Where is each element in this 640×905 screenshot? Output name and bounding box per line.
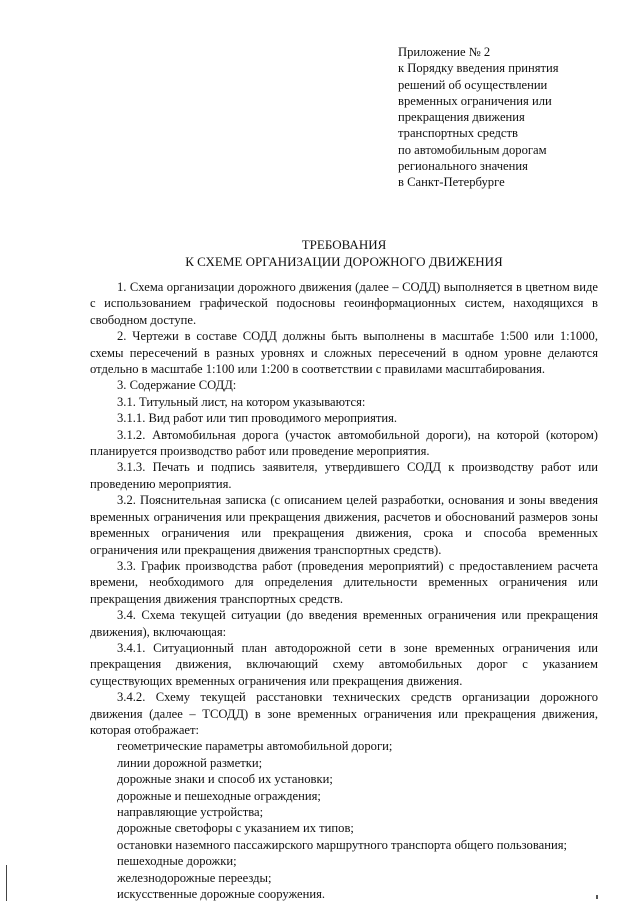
scan-dot xyxy=(596,895,598,899)
paragraph-2: 2. Чертежи в составе СОДД должны быть выполнены в масштабе 1:500 или 1:1000, схемы пересечений в разных уровнях и сложных пересечений в одном уровне делаются отдельно в масштабе 1:100 или 1:200 в соответствии с правилами масштабирования. xyxy=(90,329,598,377)
scan-edge-line xyxy=(6,865,7,901)
paragraph-3-1-1: 3.1.1. Вид работ или тип проводимого мероприятия. xyxy=(117,411,398,426)
list-item: дорожные знаки и способ их установки; xyxy=(117,772,333,787)
appendix-line: прекращения движения xyxy=(398,110,525,125)
paragraph-3-2: 3.2. Пояснительная записка (с описанием целей разработки, основания и зоны введения временных ограничения или прекращения движения, расчетов и обоснований размеров зоны временных ограничения или прекращения движения, срока и способа временных ограничения или прекращения движения транспортных средств). xyxy=(90,493,598,557)
paragraph-3-1-3: 3.1.3. Печать и подпись заявителя, утвердившего СОДД к производству работ или проведению мероприятия. xyxy=(90,460,598,491)
paragraph-3-4-1: 3.4.1. Ситуационный план автодорожной сети в зоне временных ограничения или прекращения движения, включающий схему автомобильных дорог с указанием существующих временных ограничения или прекращения движения. xyxy=(90,640,598,688)
paragraph-1: 1. Схема организации дорожного движения (далее – СОДД) выполняется в цветном виде с использованием графической подосновы геоинформационных систем, находящихся в свободном доступе. xyxy=(90,280,598,327)
list-item: пешеходные дорожки; xyxy=(117,854,237,869)
list-item: искусственные дорожные сооружения. xyxy=(117,887,326,902)
list-item: направляющие устройства; xyxy=(117,805,264,819)
list-item: геометрические параметры автомобильной дороги; xyxy=(117,739,393,754)
document-subtitle: К СХЕМЕ ОРГАНИЗАЦИИ ДОРОЖНОГО ДВИЖЕНИЯ xyxy=(185,254,503,269)
appendix-line: временных ограничения или xyxy=(398,93,552,108)
appendix-note xyxy=(398,44,618,191)
document-title: ТРЕБОВАНИЯ xyxy=(301,237,387,252)
list-item: железнодорожные переезды; xyxy=(117,870,272,885)
appendix-line: транспортных средств xyxy=(398,126,518,141)
appendix-line: по автомобильным дорогам xyxy=(398,142,547,157)
appendix-line: регионального значения xyxy=(398,159,528,174)
paragraph-3-1: 3.1. Титульный лист, на котором указываются: xyxy=(117,394,366,409)
list-item: остановки наземного пассажирского маршрутного транспорта общего пользования; xyxy=(117,837,567,852)
document-body xyxy=(90,279,598,902)
list-item: дорожные светофоры с указанием их типов; xyxy=(117,821,354,836)
paragraph-3-3: 3.3. График производства работ (проведения мероприятий) с предоставлением расчета времени, необходимого для определения длительности временных ограничения или прекращения движения транспортных средств. xyxy=(90,558,598,606)
paragraph-3-4: 3.4. Схема текущей ситуации (до введения временных ограничения или прекращения движения), включающая: xyxy=(90,608,598,639)
appendix-line: Приложение № 2 xyxy=(398,45,491,59)
paragraph-3-4-2: 3.4.2. Схему текущей расстановки технических средств организации дорожного движения (далее – ТСОДД) в зоне временных ограничения или прекращения движения, которая отображает: xyxy=(90,690,598,737)
appendix-line: решений об осуществлении xyxy=(398,77,548,92)
paragraph-3: 3. Содержание СОДД: xyxy=(117,378,237,393)
display-items-list xyxy=(90,738,598,902)
paragraph-3-1-2: 3.1.2. Автомобильная дорога (участок автомобильной дороги), на которой (котором) планируется производство работ или проведение мероприятия. xyxy=(90,427,598,459)
appendix-line: к Порядку введения принятия xyxy=(398,61,559,76)
list-item: дорожные и пешеходные ограждения; xyxy=(117,788,321,803)
list-item: линии дорожной разметки; xyxy=(117,755,263,770)
appendix-line: в Санкт-Петербурге xyxy=(398,175,505,190)
